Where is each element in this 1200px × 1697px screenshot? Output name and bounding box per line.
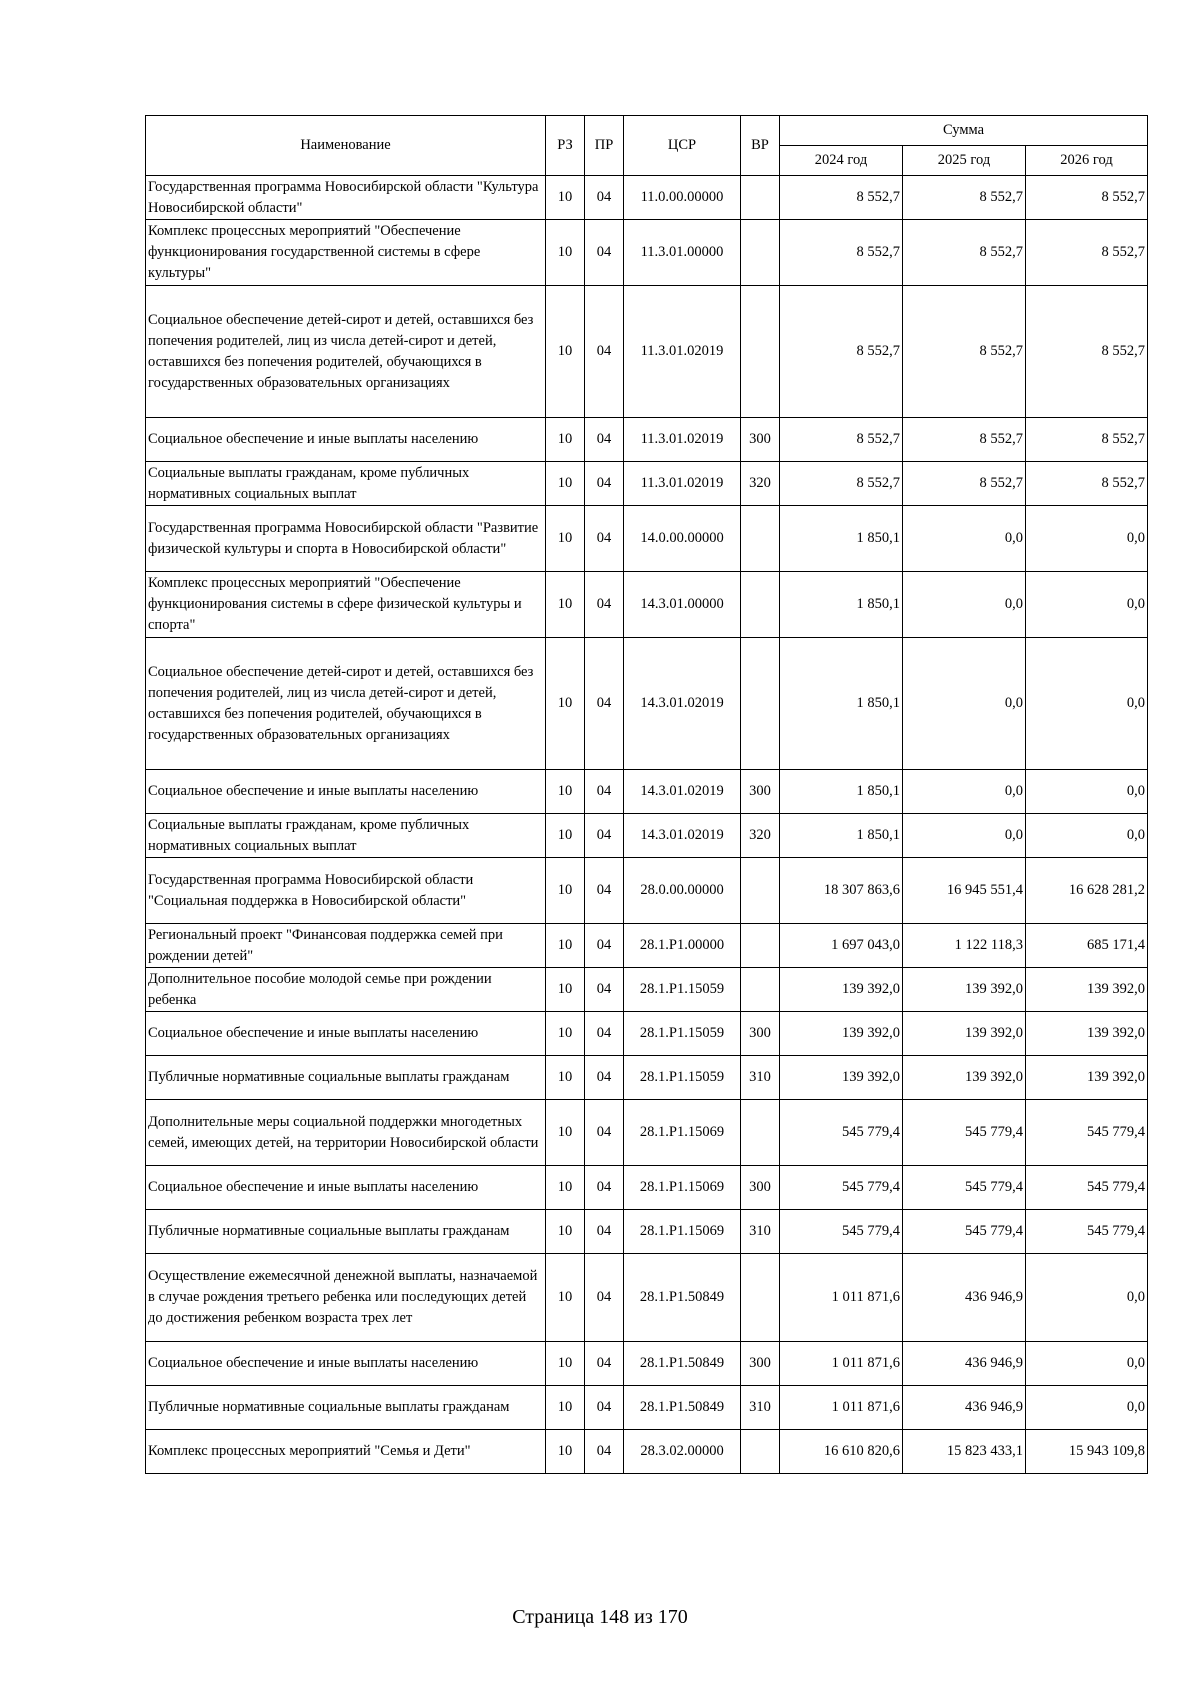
cell-vr — [741, 220, 780, 286]
cell-pr: 04 — [585, 1430, 624, 1474]
table-row — [146, 858, 1148, 924]
cell-2026: 0,0 — [1026, 1386, 1148, 1430]
cell-2024: 139 392,0 — [780, 1012, 903, 1056]
cell-pr: 04 — [585, 924, 624, 968]
cell-vr — [741, 1254, 780, 1342]
cell-pr: 04 — [585, 858, 624, 924]
cell-2026: 545 779,4 — [1026, 1100, 1148, 1166]
cell-rz: 10 — [546, 286, 585, 418]
cell-pr: 04 — [585, 814, 624, 858]
cell-2025: 545 779,4 — [903, 1210, 1026, 1254]
table-body — [146, 176, 1148, 1474]
cell-2025: 436 946,9 — [903, 1342, 1026, 1386]
table-row — [146, 1430, 1148, 1474]
table-row — [146, 1100, 1148, 1166]
cell-name: Комплекс процессных мероприятий "Обеспечение функционирования системы в сфере физической культуры и спорта" — [146, 572, 546, 638]
cell-2025: 8 552,7 — [903, 220, 1026, 286]
cell-2025: 0,0 — [903, 638, 1026, 770]
cell-2025: 545 779,4 — [903, 1100, 1026, 1166]
cell-pr: 04 — [585, 1386, 624, 1430]
cell-rz: 10 — [546, 858, 585, 924]
cell-rz: 10 — [546, 418, 585, 462]
cell-rz: 10 — [546, 176, 585, 220]
cell-rz: 10 — [546, 1342, 585, 1386]
cell-pr: 04 — [585, 1342, 624, 1386]
cell-rz: 10 — [546, 638, 585, 770]
cell-name: Региональный проект "Финансовая поддержка семей при рождении детей" — [146, 924, 546, 968]
header-csr: ЦСР — [624, 116, 741, 176]
cell-2025: 8 552,7 — [903, 286, 1026, 418]
table-row — [146, 1386, 1148, 1430]
cell-pr: 04 — [585, 1254, 624, 1342]
cell-2026: 15 943 109,8 — [1026, 1430, 1148, 1474]
table-row — [146, 176, 1148, 220]
cell-csr: 28.1.P1.50849 — [624, 1254, 741, 1342]
cell-2025: 8 552,7 — [903, 418, 1026, 462]
cell-name: Комплекс процессных мероприятий "Обеспечение функционирования государственной системы в сфере культуры" — [146, 220, 546, 286]
cell-2025: 436 946,9 — [903, 1254, 1026, 1342]
table-row — [146, 1056, 1148, 1100]
cell-2025: 1 122 118,3 — [903, 924, 1026, 968]
cell-name: Государственная программа Новосибирской области "Культура Новосибирской области" — [146, 176, 546, 220]
cell-2026: 0,0 — [1026, 1254, 1148, 1342]
header-pr: ПР — [585, 116, 624, 176]
table-row — [146, 814, 1148, 858]
cell-2024: 1 850,1 — [780, 814, 903, 858]
cell-pr: 04 — [585, 770, 624, 814]
cell-rz: 10 — [546, 1166, 585, 1210]
cell-csr: 28.1.P1.15069 — [624, 1100, 741, 1166]
cell-csr: 14.0.00.00000 — [624, 506, 741, 572]
cell-pr: 04 — [585, 968, 624, 1012]
cell-2025: 436 946,9 — [903, 1386, 1026, 1430]
cell-2026: 0,0 — [1026, 1342, 1148, 1386]
cell-2026: 0,0 — [1026, 506, 1148, 572]
cell-csr: 14.3.01.02019 — [624, 638, 741, 770]
cell-2026: 0,0 — [1026, 814, 1148, 858]
header-2025: 2025 год — [903, 146, 1026, 176]
cell-pr: 04 — [585, 1012, 624, 1056]
cell-2026: 8 552,7 — [1026, 220, 1148, 286]
cell-2025: 0,0 — [903, 572, 1026, 638]
cell-csr: 11.0.00.00000 — [624, 176, 741, 220]
cell-name: Социальное обеспечение и иные выплаты населению — [146, 1342, 546, 1386]
cell-csr: 28.1.P1.15059 — [624, 968, 741, 1012]
cell-csr: 28.1.P1.15069 — [624, 1166, 741, 1210]
cell-csr: 11.3.01.02019 — [624, 462, 741, 506]
cell-pr: 04 — [585, 1210, 624, 1254]
cell-csr: 14.3.01.00000 — [624, 572, 741, 638]
cell-rz: 10 — [546, 1210, 585, 1254]
budget-table — [145, 115, 1148, 1474]
cell-2024: 1 011 871,6 — [780, 1254, 903, 1342]
cell-rz: 10 — [546, 1254, 585, 1342]
header-2024: 2024 год — [780, 146, 903, 176]
cell-pr: 04 — [585, 418, 624, 462]
cell-name: Социальные выплаты гражданам, кроме публичных нормативных социальных выплат — [146, 814, 546, 858]
cell-2026: 8 552,7 — [1026, 286, 1148, 418]
cell-csr: 28.1.P1.50849 — [624, 1342, 741, 1386]
table-row — [146, 418, 1148, 462]
cell-2024: 1 850,1 — [780, 572, 903, 638]
cell-name: Социальное обеспечение детей-сирот и детей, оставшихся без попечения родителей, лиц из числа детей-сирот и детей, оставшихся без попечения родителей, обучающихся в государственных образовательных организациях — [146, 638, 546, 770]
table-row — [146, 572, 1148, 638]
cell-name: Комплекс процессных мероприятий "Семья и Дети" — [146, 1430, 546, 1474]
cell-vr — [741, 176, 780, 220]
cell-vr: 310 — [741, 1056, 780, 1100]
cell-vr — [741, 286, 780, 418]
cell-pr: 04 — [585, 462, 624, 506]
cell-name: Публичные нормативные социальные выплаты гражданам — [146, 1386, 546, 1430]
cell-2026: 8 552,7 — [1026, 176, 1148, 220]
cell-csr: 28.3.02.00000 — [624, 1430, 741, 1474]
table-row — [146, 506, 1148, 572]
cell-vr: 300 — [741, 1012, 780, 1056]
cell-name: Публичные нормативные социальные выплаты гражданам — [146, 1210, 546, 1254]
cell-name: Государственная программа Новосибирской области "Социальная поддержка в Новосибирской области" — [146, 858, 546, 924]
cell-pr: 04 — [585, 572, 624, 638]
header-vr: ВР — [741, 116, 780, 176]
cell-2025: 8 552,7 — [903, 462, 1026, 506]
cell-csr: 28.1.P1.15059 — [624, 1012, 741, 1056]
cell-csr: 28.1.P1.00000 — [624, 924, 741, 968]
cell-rz: 10 — [546, 924, 585, 968]
cell-vr: 300 — [741, 770, 780, 814]
cell-name: Социальное обеспечение и иные выплаты населению — [146, 418, 546, 462]
cell-2024: 8 552,7 — [780, 462, 903, 506]
cell-2024: 1 850,1 — [780, 638, 903, 770]
cell-2026: 8 552,7 — [1026, 462, 1148, 506]
cell-name: Социальное обеспечение и иные выплаты населению — [146, 1012, 546, 1056]
cell-2024: 8 552,7 — [780, 418, 903, 462]
cell-csr: 28.1.P1.15059 — [624, 1056, 741, 1100]
cell-2025: 545 779,4 — [903, 1166, 1026, 1210]
cell-name: Социальное обеспечение и иные выплаты населению — [146, 770, 546, 814]
cell-vr: 320 — [741, 814, 780, 858]
cell-rz: 10 — [546, 572, 585, 638]
cell-2026: 139 392,0 — [1026, 1056, 1148, 1100]
cell-2026: 0,0 — [1026, 572, 1148, 638]
cell-2024: 8 552,7 — [780, 286, 903, 418]
cell-name: Социальные выплаты гражданам, кроме публичных нормативных социальных выплат — [146, 462, 546, 506]
cell-csr: 28.0.00.00000 — [624, 858, 741, 924]
cell-pr: 04 — [585, 220, 624, 286]
cell-pr: 04 — [585, 1056, 624, 1100]
cell-2024: 18 307 863,6 — [780, 858, 903, 924]
table-row — [146, 286, 1148, 418]
cell-csr: 28.1.P1.15069 — [624, 1210, 741, 1254]
cell-2024: 545 779,4 — [780, 1166, 903, 1210]
cell-2024: 1 697 043,0 — [780, 924, 903, 968]
cell-2024: 139 392,0 — [780, 1056, 903, 1100]
cell-csr: 11.3.01.00000 — [624, 220, 741, 286]
cell-vr: 310 — [741, 1386, 780, 1430]
cell-2026: 139 392,0 — [1026, 968, 1148, 1012]
cell-rz: 10 — [546, 814, 585, 858]
header-sum: Сумма — [780, 116, 1148, 146]
cell-vr: 300 — [741, 1166, 780, 1210]
cell-rz: 10 — [546, 1012, 585, 1056]
cell-2026: 545 779,4 — [1026, 1166, 1148, 1210]
cell-vr — [741, 924, 780, 968]
cell-2026: 685 171,4 — [1026, 924, 1148, 968]
cell-csr: 11.3.01.02019 — [624, 418, 741, 462]
cell-2025: 139 392,0 — [903, 1012, 1026, 1056]
cell-name: Дополнительные меры социальной поддержки многодетных семей, имеющих детей, на территории Новосибирской области — [146, 1100, 546, 1166]
cell-rz: 10 — [546, 506, 585, 572]
header-rz: РЗ — [546, 116, 585, 176]
cell-rz: 10 — [546, 220, 585, 286]
cell-2025: 0,0 — [903, 814, 1026, 858]
cell-vr: 310 — [741, 1210, 780, 1254]
cell-vr — [741, 858, 780, 924]
cell-name: Государственная программа Новосибирской области "Развитие физической культуры и спорта в Новосибирской области" — [146, 506, 546, 572]
cell-2026: 545 779,4 — [1026, 1210, 1148, 1254]
header-2026: 2026 год — [1026, 146, 1148, 176]
cell-pr: 04 — [585, 1100, 624, 1166]
cell-2025: 0,0 — [903, 506, 1026, 572]
table-row — [146, 462, 1148, 506]
cell-2024: 545 779,4 — [780, 1100, 903, 1166]
cell-pr: 04 — [585, 1166, 624, 1210]
cell-2026: 8 552,7 — [1026, 418, 1148, 462]
header-name: Наименование — [146, 116, 546, 176]
cell-csr: 28.1.P1.50849 — [624, 1386, 741, 1430]
cell-2024: 1 011 871,6 — [780, 1386, 903, 1430]
cell-2026: 0,0 — [1026, 770, 1148, 814]
cell-pr: 04 — [585, 638, 624, 770]
table-row — [146, 638, 1148, 770]
cell-pr: 04 — [585, 286, 624, 418]
cell-2024: 139 392,0 — [780, 968, 903, 1012]
cell-2025: 139 392,0 — [903, 968, 1026, 1012]
table-row — [146, 1012, 1148, 1056]
cell-2025: 15 823 433,1 — [903, 1430, 1026, 1474]
table-row — [146, 968, 1148, 1012]
cell-name: Социальное обеспечение детей-сирот и детей, оставшихся без попечения родителей, лиц из числа детей-сирот и детей, оставшихся без попечения родителей, обучающихся в государственных образовательных организациях — [146, 286, 546, 418]
cell-2024: 1 850,1 — [780, 506, 903, 572]
cell-rz: 10 — [546, 968, 585, 1012]
cell-rz: 10 — [546, 1430, 585, 1474]
cell-rz: 10 — [546, 1100, 585, 1166]
cell-vr — [741, 638, 780, 770]
cell-pr: 04 — [585, 506, 624, 572]
cell-2025: 8 552,7 — [903, 176, 1026, 220]
cell-2024: 1 011 871,6 — [780, 1342, 903, 1386]
cell-pr: 04 — [585, 176, 624, 220]
cell-vr: 300 — [741, 418, 780, 462]
table-row — [146, 1166, 1148, 1210]
cell-2025: 16 945 551,4 — [903, 858, 1026, 924]
cell-csr: 11.3.01.02019 — [624, 286, 741, 418]
cell-csr: 14.3.01.02019 — [624, 814, 741, 858]
cell-2026: 0,0 — [1026, 638, 1148, 770]
cell-2026: 16 628 281,2 — [1026, 858, 1148, 924]
cell-name: Публичные нормативные социальные выплаты гражданам — [146, 1056, 546, 1100]
cell-vr — [741, 506, 780, 572]
table-row — [146, 220, 1148, 286]
cell-2024: 8 552,7 — [780, 220, 903, 286]
cell-rz: 10 — [546, 770, 585, 814]
cell-rz: 10 — [546, 1056, 585, 1100]
cell-name: Социальное обеспечение и иные выплаты населению — [146, 1166, 546, 1210]
cell-rz: 10 — [546, 1386, 585, 1430]
cell-2025: 139 392,0 — [903, 1056, 1026, 1100]
cell-csr: 14.3.01.02019 — [624, 770, 741, 814]
cell-rz: 10 — [546, 462, 585, 506]
cell-vr — [741, 572, 780, 638]
cell-name: Осуществление ежемесячной денежной выплаты, назначаемой в случае рождения третьего ребенка или последующих детей до достижения ребенком возраста трех лет — [146, 1254, 546, 1342]
cell-vr — [741, 968, 780, 1012]
table-header — [146, 116, 1148, 176]
cell-2025: 0,0 — [903, 770, 1026, 814]
cell-2026: 139 392,0 — [1026, 1012, 1148, 1056]
table-row — [146, 1210, 1148, 1254]
cell-2024: 545 779,4 — [780, 1210, 903, 1254]
cell-2024: 16 610 820,6 — [780, 1430, 903, 1474]
cell-vr — [741, 1430, 780, 1474]
table-row — [146, 770, 1148, 814]
table-row — [146, 1254, 1148, 1342]
cell-vr: 320 — [741, 462, 780, 506]
cell-vr: 300 — [741, 1342, 780, 1386]
cell-2024: 1 850,1 — [780, 770, 903, 814]
cell-2024: 8 552,7 — [780, 176, 903, 220]
cell-vr — [741, 1100, 780, 1166]
table-row — [146, 924, 1148, 968]
cell-name: Дополнительное пособие молодой семье при рождении ребенка — [146, 968, 546, 1012]
page-number: Страница 148 из 170 — [512, 1606, 688, 1628]
table-row — [146, 1342, 1148, 1386]
